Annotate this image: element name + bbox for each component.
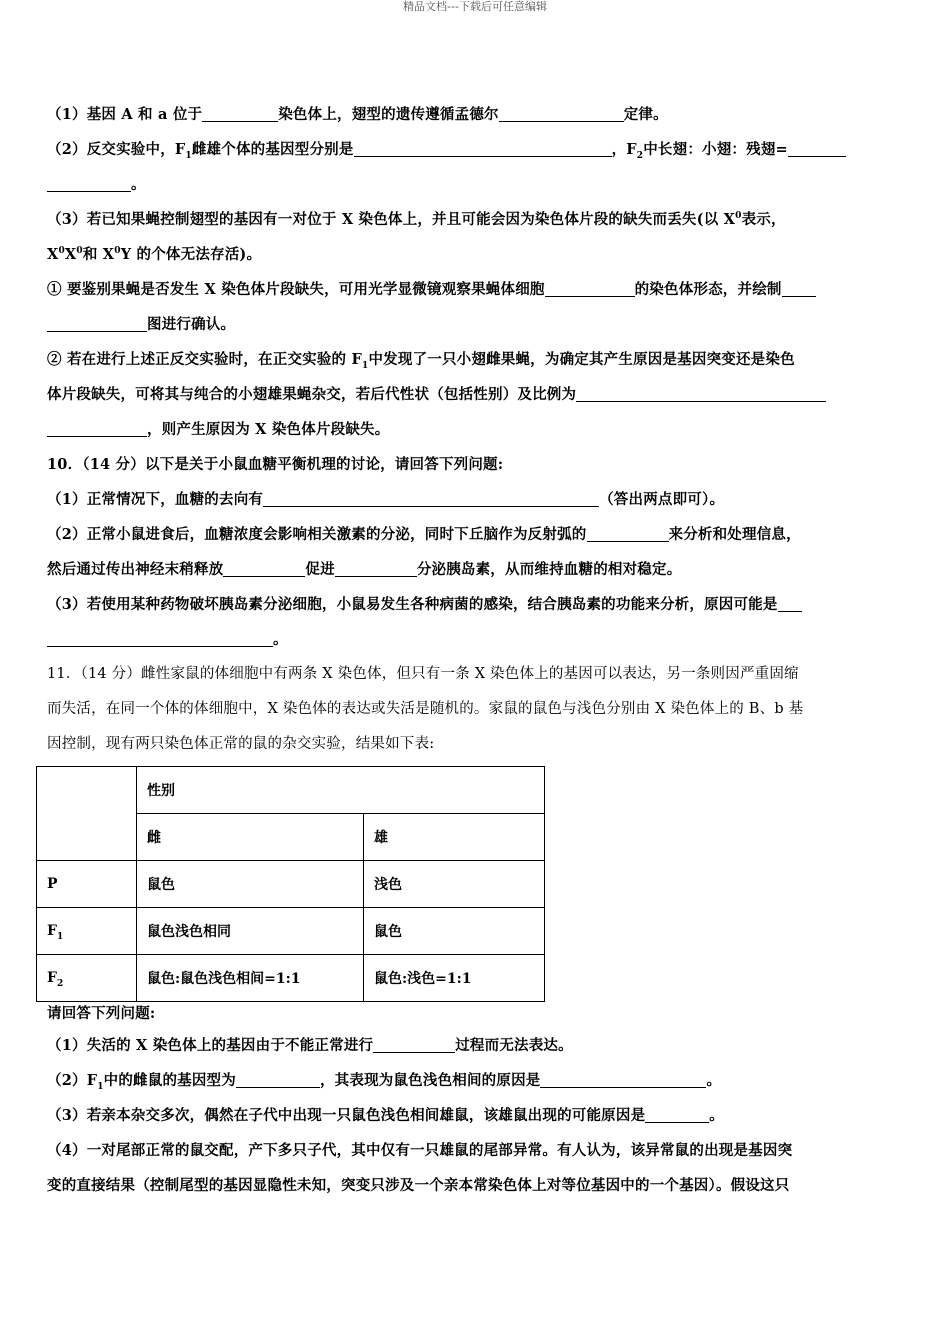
table-cell-male: 鼠色	[364, 908, 545, 955]
answer-blank[interactable]	[47, 175, 131, 192]
table-row	[37, 955, 545, 1002]
table-row-label: $F_1$	[37, 908, 137, 955]
answer-blank[interactable]	[47, 420, 147, 437]
answer-blank[interactable]	[782, 280, 816, 297]
q10-part3-cont: 。	[47, 622, 905, 657]
table-row	[37, 861, 545, 908]
answer-blank[interactable]	[47, 630, 273, 647]
q11-part4-cont: 变的直接结果（控制尾型的基因显隐性未知，突变只涉及一个亲本常染色体上对等位基因中的一个基因）。假设这只	[47, 1177, 790, 1194]
q11-intro-line2: 而失活，在同一个体的体细胞中，X 染色体的表达或失活是随机的。家鼠的鼠色与浅色分别由 X 染色体上的 B、b 基	[47, 701, 804, 717]
q10-part1: （1）正常情况下，血糖的去向有 （答出两点即可）。	[47, 491, 725, 508]
q9-part2-cont: 。	[47, 167, 905, 202]
cross-result-table	[36, 766, 545, 1002]
answer-blank[interactable]	[587, 525, 669, 542]
answer-blank[interactable]	[47, 315, 147, 332]
q10-part2-cont: 然后通过传出神经末稍释放 促进 分泌胰岛素，从而维持血糖的相对稳定。	[47, 561, 682, 578]
q9-part1: （1）基因 A 和 a 位于 染色体上，翅型的遗传遵循孟德尔 定律。	[47, 106, 668, 123]
q11-part2: $(2)F_1$中的雌鼠的基因型为 ，其表现为鼠色浅色相间的原因是 。	[47, 1072, 722, 1092]
q11-part4: （4）一对尾部正常的鼠交配，产下多只子代，其中仅有一只雄鼠的尾部异常。有人认为，该异常鼠的出现是基因突	[47, 1142, 793, 1159]
table-cell-female: 鼠色	[137, 861, 364, 908]
answer-blank[interactable]	[788, 140, 846, 157]
q11-intro-line1: 11．（14 分）雌性家鼠的体细胞中有两条 X 染色体，但只有一条 X 染色体上的基因可以表达，另一条则因严重固缩	[47, 666, 799, 682]
table-cell-male: 浅色	[364, 861, 545, 908]
q9-sub1-cont: 图进行确认。	[47, 307, 905, 342]
answer-blank[interactable]	[335, 560, 417, 577]
q9-part3: （3）若已知果蝇控制翅型的基因有一对位于 X 染色体上，并且可能会因为染色体片段的缺失而丢失(以 $X^0$表示，	[47, 211, 786, 228]
table-row	[37, 908, 545, 955]
document-body	[47, 97, 905, 1203]
answer-blank[interactable]	[373, 1036, 455, 1053]
table-cell-female: 鼠色浅色相同	[137, 908, 364, 955]
answer-blank[interactable]	[499, 105, 624, 122]
table-cell-male: 鼠色:浅色=1:1	[364, 955, 545, 1002]
answer-blank[interactable]	[645, 1106, 709, 1123]
q10-title: 10．（14 分）以下是关于小鼠血糖平衡机理的讨论，请回答下列问题:	[47, 456, 504, 473]
q9-sub2: ② 若在进行上述正反交实验时，在正交实验的 $F_1$中发现了一只小翅雌果蝇，为确定其产生原因是基因突变还是染色	[47, 351, 795, 371]
q11-part3: （3）若亲本杂交多次，偶然在子代中出现一只鼠色浅色相间雄鼠，该雄鼠出现的可能原因是 。	[47, 1107, 724, 1124]
q11-part1: （1）失活的 X 染色体上的基因由于不能正常进行 过程而无法表达。	[47, 1037, 573, 1054]
table-header-sex: 性别	[137, 767, 545, 814]
answer-blank[interactable]	[545, 280, 635, 297]
answer-blank[interactable]	[778, 595, 802, 612]
answer-blank[interactable]	[202, 105, 278, 122]
table-row-label: P	[37, 861, 137, 908]
answer-blank[interactable]	[236, 1071, 320, 1088]
q10-part2: （2）正常小鼠进食后，血糖浓度会影响相关激素的分泌，同时下丘脑作为反射弧的 来分析和处理信息，	[47, 526, 801, 543]
header-watermark: 精品文档---下载后可任意编辑	[403, 0, 547, 13]
table-row	[37, 767, 545, 814]
q9-sub1: ① 要鉴别果蝇是否发生 X 染色体片段缺失，可用光学显微镜观察果蝇体细胞 的染色体形态，并绘制	[47, 272, 905, 307]
table-cell-female: 鼠色:鼠色浅色相间=1:1	[137, 955, 364, 1002]
q9-part2: （2）反交实验中，$F_1$雌雄个体的基因型分别是 ，$F_2$中长翅：小翅：残翅=	[47, 132, 905, 167]
q11-ask: 请回答下列问题:	[47, 1005, 156, 1022]
table-header-male: 雄	[364, 814, 545, 861]
answer-blank[interactable]	[576, 385, 826, 402]
q9-part3-cont: $X^0X^0$和 $X^0Y$ 的个体无法存活)。	[47, 246, 262, 263]
table-header-female: 雌	[137, 814, 364, 861]
table-row-label: $F_2$	[37, 955, 137, 1002]
table-corner-cell	[37, 767, 137, 861]
q11-intro-line3: 因控制，现有两只染色体正常的鼠的杂交实验，结果如下表:	[47, 736, 435, 752]
answer-blank[interactable]	[223, 560, 305, 577]
answer-blank[interactable]	[263, 490, 599, 507]
answer-blank[interactable]	[354, 140, 612, 157]
q10-part3: （3）若使用某种药物破坏胰岛素分泌细胞，小鼠易发生各种病菌的感染，结合胰岛素的功能来分析，原因可能是	[47, 587, 905, 622]
q9-sub2-cont2: ，则产生原因为 X 染色体片段缺失。	[47, 412, 905, 447]
q9-sub2-cont: 体片段缺失，可将其与纯合的小翅雄果蝇杂交，若后代性状（包括性别）及比例为	[47, 377, 905, 412]
answer-blank[interactable]	[540, 1071, 706, 1088]
